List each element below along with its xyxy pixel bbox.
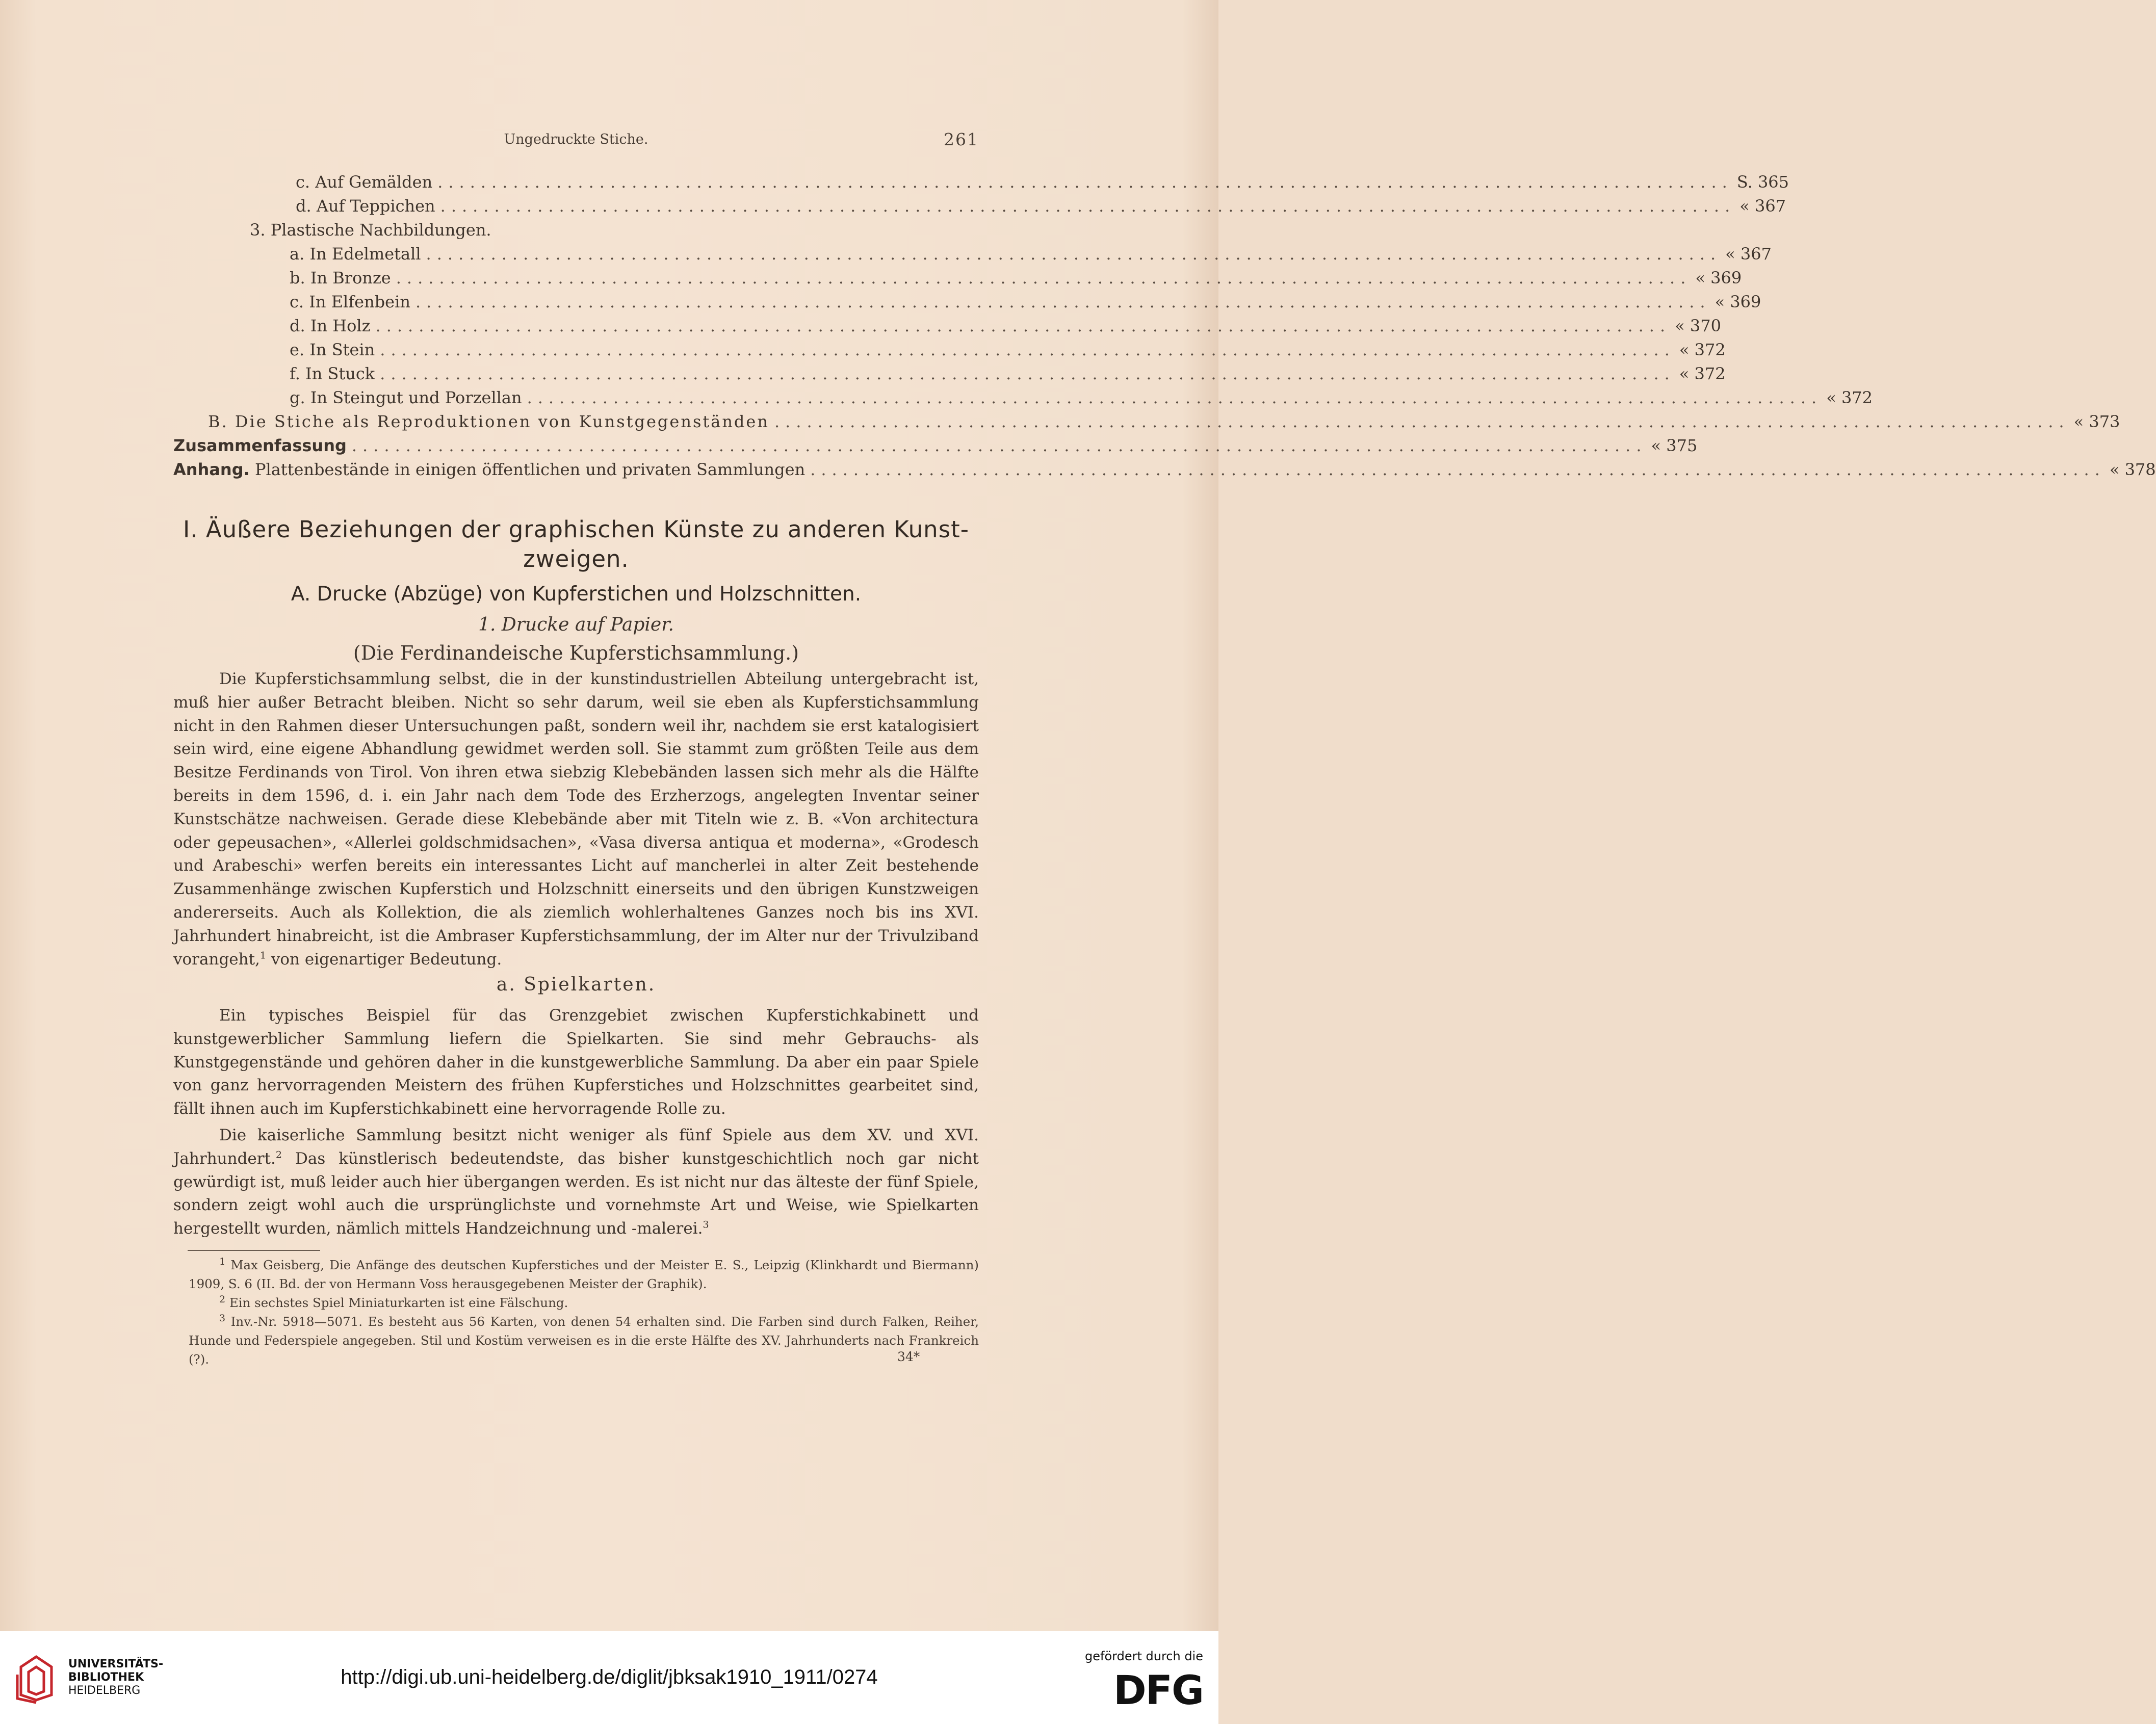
toc-entry[interactable] bbox=[173, 196, 1786, 220]
toc-leader-dots: ........................................................................................................................ bbox=[440, 196, 1736, 216]
permalink-url[interactable]: http://digi.ub.uni-heidelberg.de/diglit/jbksak1910_1911/0274 bbox=[341, 1666, 878, 1688]
subsection-text: Drucke auf Papier. bbox=[496, 614, 674, 635]
toc-entry-label: b. In Bronze bbox=[290, 268, 391, 288]
paragraph-1-end: von eigenartiger Bedeutung. bbox=[266, 950, 502, 969]
toc-leader-dots: ........................................................................................................................ bbox=[527, 388, 1823, 407]
printer-signature: 34* bbox=[897, 1349, 920, 1364]
toc-entry-page: « 369 bbox=[1715, 292, 1761, 311]
toc-entry-label: f. In Stuck bbox=[290, 364, 375, 383]
toc-entry-keyword: Anhang. bbox=[173, 460, 250, 479]
running-title: Ungedruckte Stiche. bbox=[504, 132, 648, 147]
footnote-text: Inv.-Nr. 5918—5071. Es besteht aus 56 Karten, von denen 54 erhalten sind. Die Farben sind durch Falken, Reiher, Hunde und Federspiele angegeben. Stil und Kostüm verweisen es in die erste Hälfte des XV. Jahrhunderts nach Frankreich (?). bbox=[189, 1314, 979, 1367]
toc-entry-page: « 372 bbox=[1679, 340, 1726, 359]
toc-entry[interactable] bbox=[173, 412, 2120, 436]
toc-entry[interactable] bbox=[173, 220, 979, 244]
footnotes bbox=[189, 1256, 979, 1369]
toc-leader-dots: ........................................................................................................................ bbox=[380, 364, 1675, 383]
toc-entry-label: c. In Elfenbein bbox=[290, 292, 410, 311]
toc-entry-page: « 369 bbox=[1695, 268, 1742, 288]
toc-entry-label: c. Auf Gemälden bbox=[296, 172, 433, 192]
toc-leader-dots: ........................................................................................................................ bbox=[774, 412, 2070, 431]
toc-entry-label bbox=[173, 460, 810, 479]
toc-leader-dots: ........................................................................................................................ bbox=[375, 316, 1671, 335]
footnote bbox=[189, 1293, 979, 1312]
toc-entry-page: « 378 bbox=[2109, 460, 2156, 479]
toc-entry[interactable] bbox=[173, 364, 1726, 388]
toc-entry-label: e. In Stein bbox=[290, 340, 375, 359]
toc-entry-page: « 373 bbox=[2073, 412, 2120, 431]
chapter-heading bbox=[173, 515, 979, 574]
library-name-line3: HEIDELBERG bbox=[68, 1684, 141, 1697]
toc-entry-label: d. In Holz bbox=[290, 316, 371, 335]
toc-leader-dots: ........................................................................................................................ bbox=[380, 340, 1675, 359]
footnote-divider bbox=[188, 1250, 320, 1251]
paragraph-3-text: Die kaiserliche Sammlung besitzt nicht weniger als fünf Spiele aus dem XV. und XVI. Jahrhundert. bbox=[173, 1126, 979, 1168]
toc-entry-label: B. Die Stiche als Reproduktionen von Kunstgegenständen bbox=[208, 412, 769, 431]
toc-entry-label: a. In Edelmetall bbox=[290, 244, 421, 264]
footnote-text: Ein sechstes Spiel Miniaturkarten ist eine Fälschung. bbox=[225, 1295, 568, 1310]
section-heading: A. Drucke (Abzüge) von Kupferstichen und Holzschnitten. bbox=[291, 583, 862, 606]
viewer-footer bbox=[0, 1631, 1218, 1724]
toc-entry-page: « 367 bbox=[1739, 196, 1786, 216]
toc-entry-label-rest: Plattenbestände in einigen öffentlichen und privaten Sammlungen bbox=[249, 460, 806, 479]
subsection-heading bbox=[173, 614, 979, 635]
toc-entry[interactable] bbox=[173, 172, 1789, 196]
toc-entry[interactable] bbox=[173, 340, 1726, 364]
paragraph-3-mid: Das künstlerisch bedeutendste, das bisher kunstgeschichtlich noch gar nicht gewürdigt ist, muß leider auch hier übergangen werden. Es ist nicht nur das älteste der fünf Spiele, sondern zeigt wohl auch die ursprünglichste und vornehmste Art und Weise, wie Spielkarten hergestellt wurden, nämlich mittels Handzeichnung und -malerei. bbox=[173, 1149, 979, 1238]
footnote-text: Max Geisberg, Die Anfänge des deutschen Kupferstiches und der Meister E. S., Leipzig (Klinkhardt und Biermann) 1909, S. 6 (II. Bd. der von Hermann Voss herausgegebenen Meister der Graphik). bbox=[189, 1258, 979, 1291]
footnote-number: 1 bbox=[219, 1256, 226, 1267]
footnote bbox=[189, 1312, 979, 1369]
chapter-heading-line2: zweigen. bbox=[523, 545, 629, 572]
toc-entry[interactable] bbox=[173, 436, 1698, 460]
toc-entry-label: g. In Steingut und Porzellan bbox=[290, 388, 522, 407]
page-number: 261 bbox=[944, 129, 979, 149]
toc-leader-dots: ........................................................................................................................ bbox=[396, 268, 1692, 288]
toc-entry[interactable] bbox=[173, 388, 1873, 412]
page-header bbox=[173, 129, 979, 157]
toc-leader-dots: ........................................................................................................................ bbox=[426, 244, 1722, 264]
spielkarten-heading: a. Spielkarten. bbox=[496, 974, 656, 995]
toc-entry-page: « 372 bbox=[1826, 388, 1873, 407]
toc-entry-page: « 372 bbox=[1679, 364, 1726, 383]
library-name-line2: BIBLIOTHEK bbox=[68, 1671, 144, 1684]
toc-entry-label: 3. Plastische Nachbildungen. bbox=[250, 220, 491, 240]
toc-entry[interactable] bbox=[173, 316, 1721, 340]
footnote-ref-2[interactable]: 2 bbox=[275, 1149, 282, 1161]
table-of-contents bbox=[173, 172, 2156, 484]
toc-entry[interactable] bbox=[173, 460, 2156, 484]
toc-entry-page: S. 365 bbox=[1736, 172, 1789, 192]
toc-entry-page: « 375 bbox=[1651, 436, 1698, 455]
toc-entry[interactable] bbox=[173, 292, 1761, 316]
body-paragraph-2: Ein typisches Beispiel für das Grenzgebiet zwischen Kupferstichkabinett und kunstgewerblicher Sammlung liefern die Spielkarten. Sie sind mehr Gebrauchs- als Kunstgegenstände und gehören daher in die kunstgewerbliche Sammlung. Da aber ein paar Spiele von ganz hervorragenden Meistern des frühen Kupferstiches und Holzschnittes gearbeitet sind, fällt ihnen auch im Kupferstichkabinett eine hervorragende Rolle zu. bbox=[173, 1006, 979, 1118]
toc-entry[interactable] bbox=[173, 268, 1742, 292]
footnote-ref-1[interactable]: 1 bbox=[259, 950, 267, 961]
toc-entry-page: « 370 bbox=[1675, 316, 1721, 335]
collection-heading: (Die Ferdinandeische Kupferstichsammlung.) bbox=[353, 642, 799, 664]
toc-entry-label: d. Auf Teppichen bbox=[296, 196, 435, 216]
chapter-heading-line1: I. Äußere Beziehungen der graphischen Künste zu anderen Kunst- bbox=[183, 516, 970, 543]
toc-entry[interactable] bbox=[173, 244, 1772, 268]
paragraph-1-text: Die Kupferstichsammlung selbst, die in der kunstindustriellen Abteilung untergebracht ist, muß hier außer Betracht bleiben. Nicht so sehr darum, weil sie eben als Kupferstichsammlung nicht in den Rahmen dieser Untersuchungen paßt, sondern weil ihr, nachdem sie erst katalogisiert sein wird, eine eigene Abhandlung gewidmet werden soll. Sie stammt zum größten Teile aus dem Besitze Ferdinands von Tirol. Von ihren etwa siebzig Klebebänden lassen sich mehr als die Hälfte bereits in dem 1596, d. i. ein Jahr nach dem Tode des Erzherzogs, angelegten Inventar seiner Kunstschätze nachweisen. Gerade diese Klebebände aber mit Titeln wie z. B. «Von architectura oder gepeusachen», «Allerlei goldschmidsachen», «Vasa diversa antiqua et moderna», «Grodesch und Arabeschi» werfen bereits ein interessantes Licht auf mancherlei in alter Zeit bestehende Zusammenhänge zwischen Kupferstich und Holzschnitt einerseits und den übrigen Kunstzweigen andererseits. Auch als Kollektion, die als ziemlich wohlerhaltenes Ganzes noch bis ins XVI. Jahrhundert hinabreicht, ist die Ambraser Kupferstichsammlung, der im Alter nur der Trivulziband vorangeht, bbox=[173, 670, 979, 969]
footnote-number: 2 bbox=[219, 1293, 226, 1305]
dfg-logo[interactable]: DFG bbox=[1113, 1668, 1203, 1714]
funded-by-label: gefördert durch die bbox=[1085, 1649, 1203, 1663]
library-name-line1: UNIVERSITÄTS- bbox=[68, 1658, 164, 1670]
toc-leader-dots: ........................................................................................................................ bbox=[415, 292, 1711, 311]
toc-leader-dots: ........................................................................................................................ bbox=[437, 172, 1733, 192]
toc-entry-keyword: Zusammenfassung bbox=[173, 436, 347, 455]
toc-entry-label bbox=[173, 436, 352, 455]
toc-leader-dots: ........................................................................................................................ bbox=[351, 436, 1647, 455]
body-paragraph-1 bbox=[173, 668, 979, 971]
body-paragraph-3 bbox=[173, 1124, 979, 1241]
footnote bbox=[189, 1256, 979, 1293]
footnote-ref-3[interactable]: 3 bbox=[703, 1219, 709, 1231]
footnote-number: 3 bbox=[219, 1312, 226, 1324]
toc-entry-page: « 367 bbox=[1725, 244, 1772, 264]
toc-leader-dots: ........................................................................................................................ bbox=[810, 460, 2106, 479]
subsection-number: 1. bbox=[478, 614, 496, 635]
